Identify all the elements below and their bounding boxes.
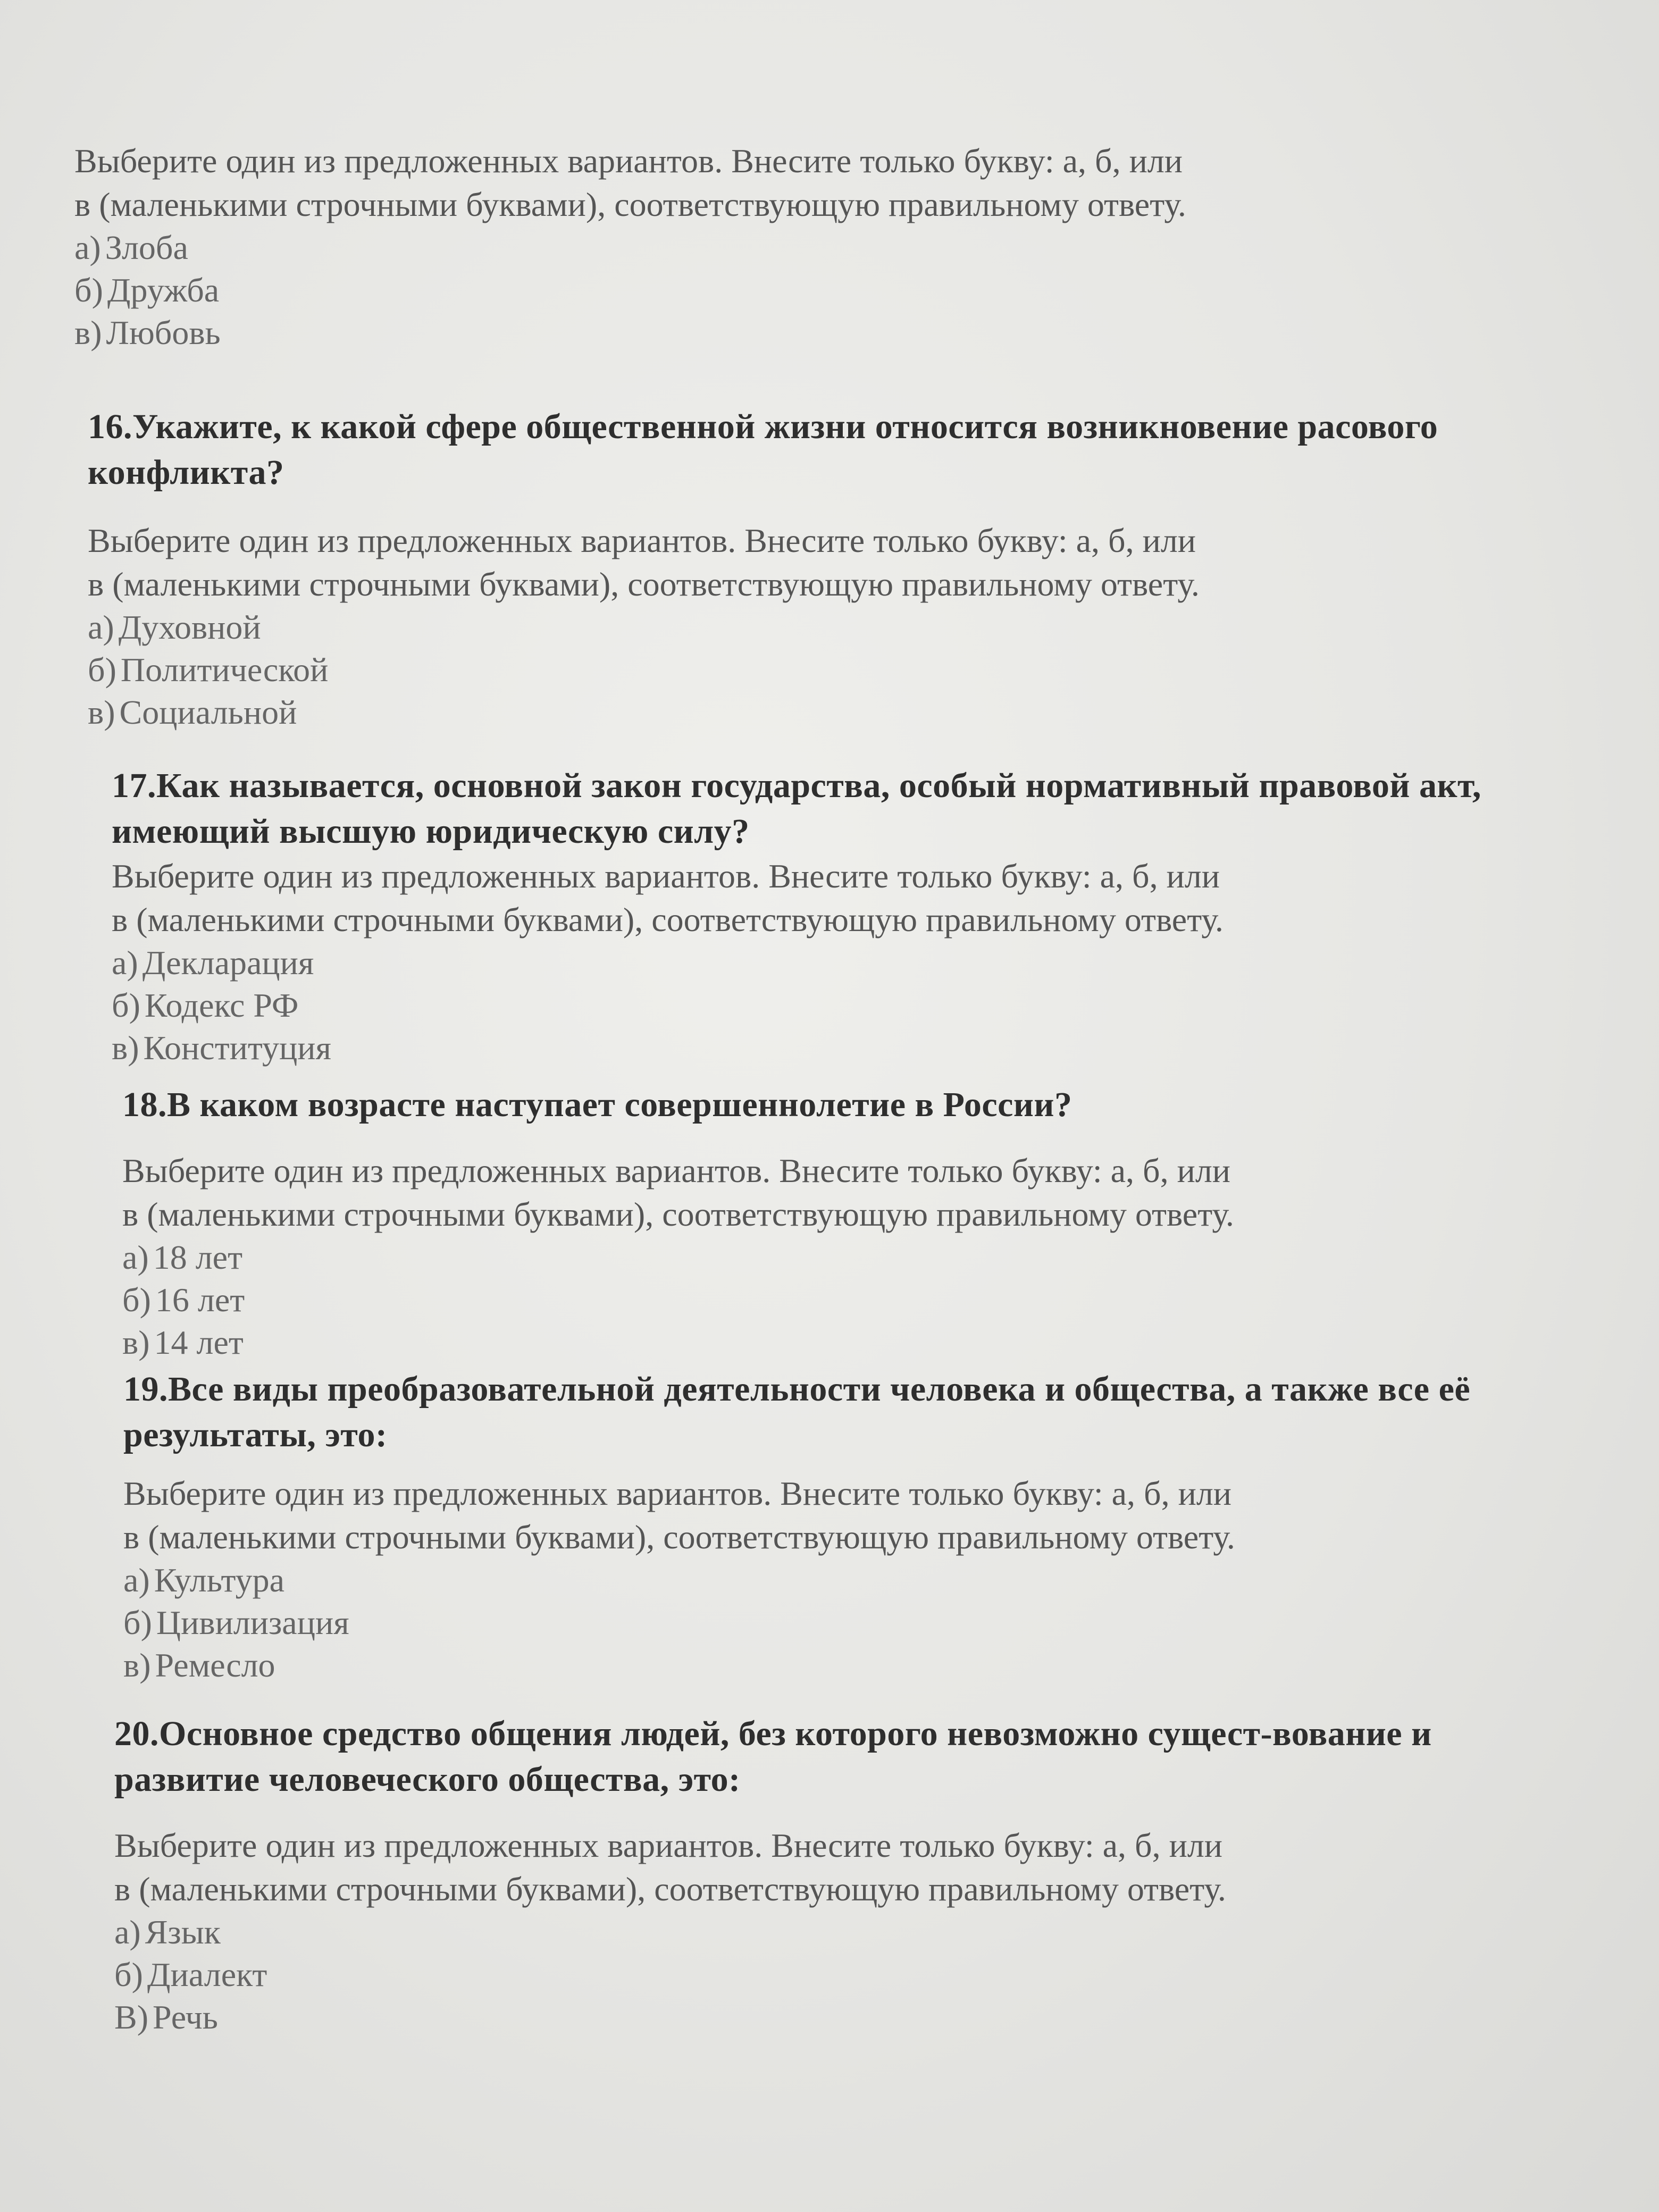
option-c: в) Социальной xyxy=(88,693,297,731)
option-b: б) Кодекс РФ xyxy=(112,986,299,1024)
option-a: а) 18 лет xyxy=(122,1238,243,1276)
question-17-text-line-1: 17.Как называется, основной закон государства, особый нормативный правовой акт, xyxy=(112,766,1481,805)
option-b: б) Диалект xyxy=(114,1956,267,1993)
question-16 xyxy=(88,404,1659,734)
instruction-line-2: в (маленькими строчными буквами), соответствующую правильному ответу. xyxy=(88,565,1200,603)
question-19 xyxy=(123,1367,1659,1687)
option-b: б) Дружба xyxy=(74,271,220,309)
instruction-line-2: в (маленькими строчными буквами), соответствующую правильному ответу. xyxy=(122,1195,1234,1233)
question-18 xyxy=(122,1082,1659,1364)
question-19-text-line-1: 19.Все виды преобразовательной деятельности человека и общества, а также все её xyxy=(123,1370,1471,1409)
option-a: а) Духовной xyxy=(88,608,261,646)
option-c: в) Любовь xyxy=(74,314,221,351)
instruction-line-1: Выберите один из предложенных вариантов. Внесите только букву: а, б, или xyxy=(122,1152,1231,1189)
instruction-line-1: Выберите один из предложенных вариантов. Внесите только букву: а, б, или xyxy=(114,1826,1223,1864)
instruction-line-1: Выберите один из предложенных вариантов. Внесите только букву: а, б, или xyxy=(88,522,1196,559)
option-c: в) 14 лет xyxy=(122,1323,244,1361)
question-20-text-line-2: развитие человеческого общества, это: xyxy=(114,1760,741,1799)
question-20-text-line-1: 20.Основное средство общения людей, без которого невозможно сущест-вование и xyxy=(114,1714,1432,1753)
question-16-text-line-2: конфликта? xyxy=(88,453,284,492)
instruction-line-1: Выберите один из предложенных вариантов. Внесите только букву: а, б, или xyxy=(123,1474,1232,1512)
instruction-line-2: в (маленькими строчными буквами), соответствующую правильному ответу. xyxy=(114,1870,1226,1908)
question-15-partial xyxy=(74,139,1659,354)
option-b: б) 16 лет xyxy=(122,1281,245,1319)
instruction-line-2: в (маленькими строчными буквами), соответствующую правильному ответу. xyxy=(74,186,1186,223)
question-20 xyxy=(114,1711,1659,2039)
question-18-text-line-1: 18.В каком возрасте наступает совершеннолетие в России? xyxy=(122,1085,1073,1124)
option-b: б) Цивилизация xyxy=(123,1604,349,1641)
question-17-text-line-2: имеющий высшую юридическую силу? xyxy=(112,812,750,851)
instruction-line-2: в (маленькими строчными буквами), соответствующую правильному ответу. xyxy=(112,901,1224,939)
option-b: б) Политической xyxy=(88,651,329,689)
instruction-line-1: Выберите один из предложенных вариантов. Внесите только букву: а, б, или xyxy=(112,857,1220,895)
question-17 xyxy=(112,763,1659,1069)
question-16-text-line-1: 16.Укажите, к какой сфере общественной жизни относится возникновение расового xyxy=(88,407,1438,446)
option-c: в) Конституция xyxy=(112,1029,331,1067)
option-c: В) Речь xyxy=(114,1998,218,2036)
option-a: а) Культура xyxy=(123,1561,284,1599)
instruction-line-2: в (маленькими строчными буквами), соответствующую правильному ответу. xyxy=(123,1518,1235,1556)
option-a: а) Язык xyxy=(114,1913,221,1951)
option-c: в) Ремесло xyxy=(123,1646,275,1684)
question-19-text-line-2: результаты, это: xyxy=(123,1415,388,1454)
option-a: а) Злоба xyxy=(74,229,188,266)
option-a: а) Декларация xyxy=(112,944,314,982)
instruction-line-1: Выберите один из предложенных вариантов. Внесите только букву: а, б, или xyxy=(74,142,1183,180)
